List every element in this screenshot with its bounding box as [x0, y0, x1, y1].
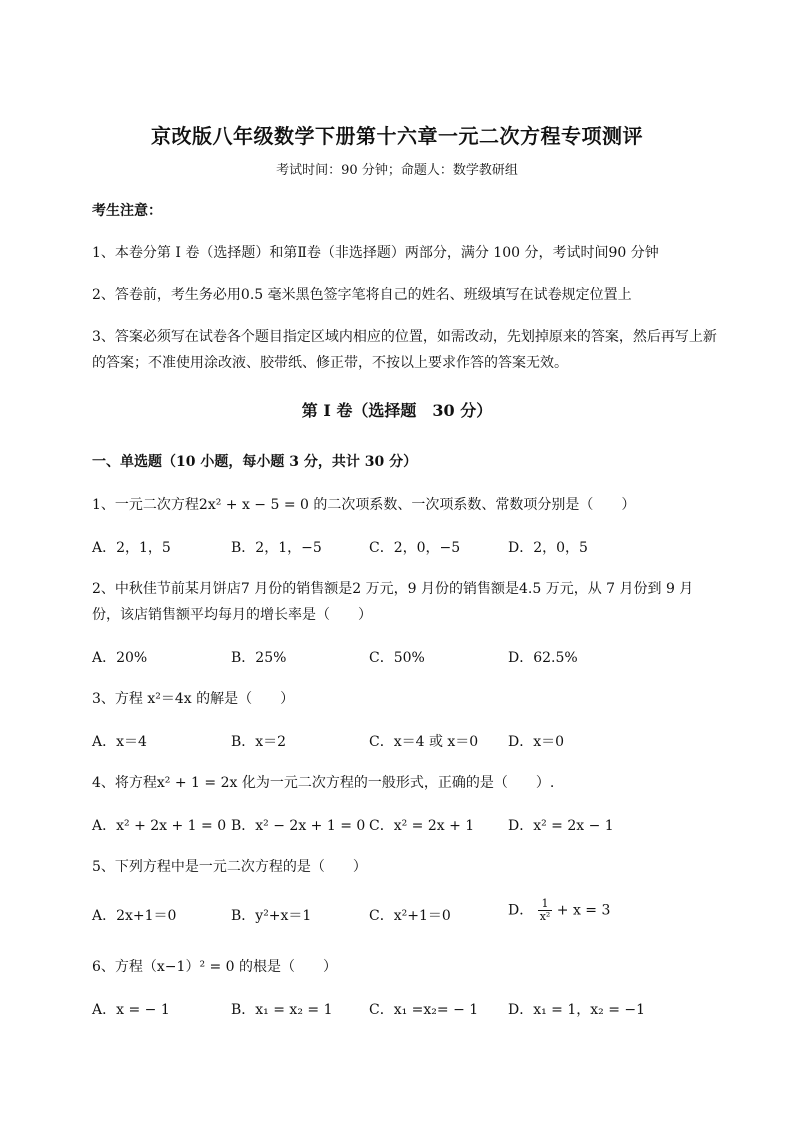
question-stem: 2、中秋佳节前某月饼店7 月份的销售额是2 万元，9 月份的销售额是4.5 万元，从 7 月份到 9 月: [92, 581, 694, 597]
option-d: [508, 898, 610, 923]
option-a: A．x = − 1: [92, 1002, 170, 1018]
notice-item: 1、本卷分第 I 卷（选择题）和第Ⅱ卷（非选择题）两部分，满分 100 分，考试时间90 分钟: [92, 245, 659, 261]
page-title: 京改版八年级数学下册第十六章一元二次方程专项测评: [151, 124, 643, 148]
option-d: D．x＝0: [508, 734, 565, 750]
option-c: C．x² = 2x + 1: [369, 818, 475, 834]
option-a: A．x² + 2x + 1 = 0: [92, 818, 227, 834]
option-b: B．x₁ = x₂ = 1: [231, 1002, 333, 1018]
part-title: 一、单选题（10 小题，每小题 3 分，共计 30 分）: [92, 454, 418, 470]
option-d: D．x₁ = 1，x₂ = −1: [508, 1002, 646, 1018]
option-b: B．25%: [231, 650, 287, 666]
option-a: A．2，1，5: [92, 540, 171, 556]
question-stem: 1、一元二次方程2x² + x − 5 = 0 的二次项系数、一次项系数、常数项分别是（ ）: [92, 497, 636, 513]
option-b: B．y²+x＝1: [231, 908, 312, 924]
notice-item: 2、答卷前，考生务必用0.5 毫米黑色签字笔将自己的姓名、班级填写在试卷规定位置上: [92, 287, 632, 303]
option-b: B．2，1，−5: [231, 540, 322, 556]
option-c: C．x₁ =x₂= − 1: [369, 1002, 479, 1018]
notice-item: 3、答案必须写在试卷各个题目指定区域内相应的位置，如需改动，先划掉原来的答案，然后再写上新: [92, 329, 717, 345]
exam-info: 考试时间：90 分钟；命题人：数学教研组: [276, 163, 518, 178]
option-d: D．x² = 2x − 1: [508, 818, 614, 834]
option-c: C．2，0，−5: [369, 540, 461, 556]
option-d-label: D．: [508, 902, 534, 919]
question-stem: 5、下列方程中是一元二次方程的是（ ）: [92, 859, 367, 875]
option-b: B．x＝2: [231, 734, 287, 750]
option-d: D．62.5%: [508, 650, 578, 666]
section-title: 第 I 卷（选择题 30 分）: [301, 401, 493, 420]
fraction-denominator: x²: [539, 910, 551, 923]
notice-heading: 考生注意：: [92, 203, 162, 219]
option-d: D．2，0，5: [508, 540, 588, 556]
option-b: B．x² − 2x + 1 = 0: [231, 818, 366, 834]
option-c: C．x²+1＝0: [369, 908, 451, 924]
question-stem-continued: 份，该店销售额平均每月的增长率是（ ）: [92, 607, 372, 623]
question-stem: 4、将方程x² + 1 = 2x 化为一元二次方程的一般形式，正确的是（ ）.: [92, 775, 555, 791]
option-d-rest: + x = 3: [556, 902, 611, 919]
option-a: A．20%: [92, 650, 148, 666]
option-c: C．x＝4 或 x＝0: [369, 734, 479, 750]
fraction: [538, 898, 553, 923]
notice-item: 的答案；不准使用涂改液、胶带纸、修正带，不按以上要求作答的答案无效。: [92, 355, 568, 371]
option-c: C．50%: [369, 650, 425, 666]
fraction-numerator: 1: [538, 898, 553, 911]
question-stem: 3、方程 x²＝4x 的解是（ ）: [92, 691, 295, 707]
option-a: A．2x+1＝0: [92, 908, 177, 924]
option-a: A．x＝4: [92, 734, 147, 750]
question-stem: 6、方程（x−1）² = 0 的根是（ ）: [92, 959, 338, 975]
